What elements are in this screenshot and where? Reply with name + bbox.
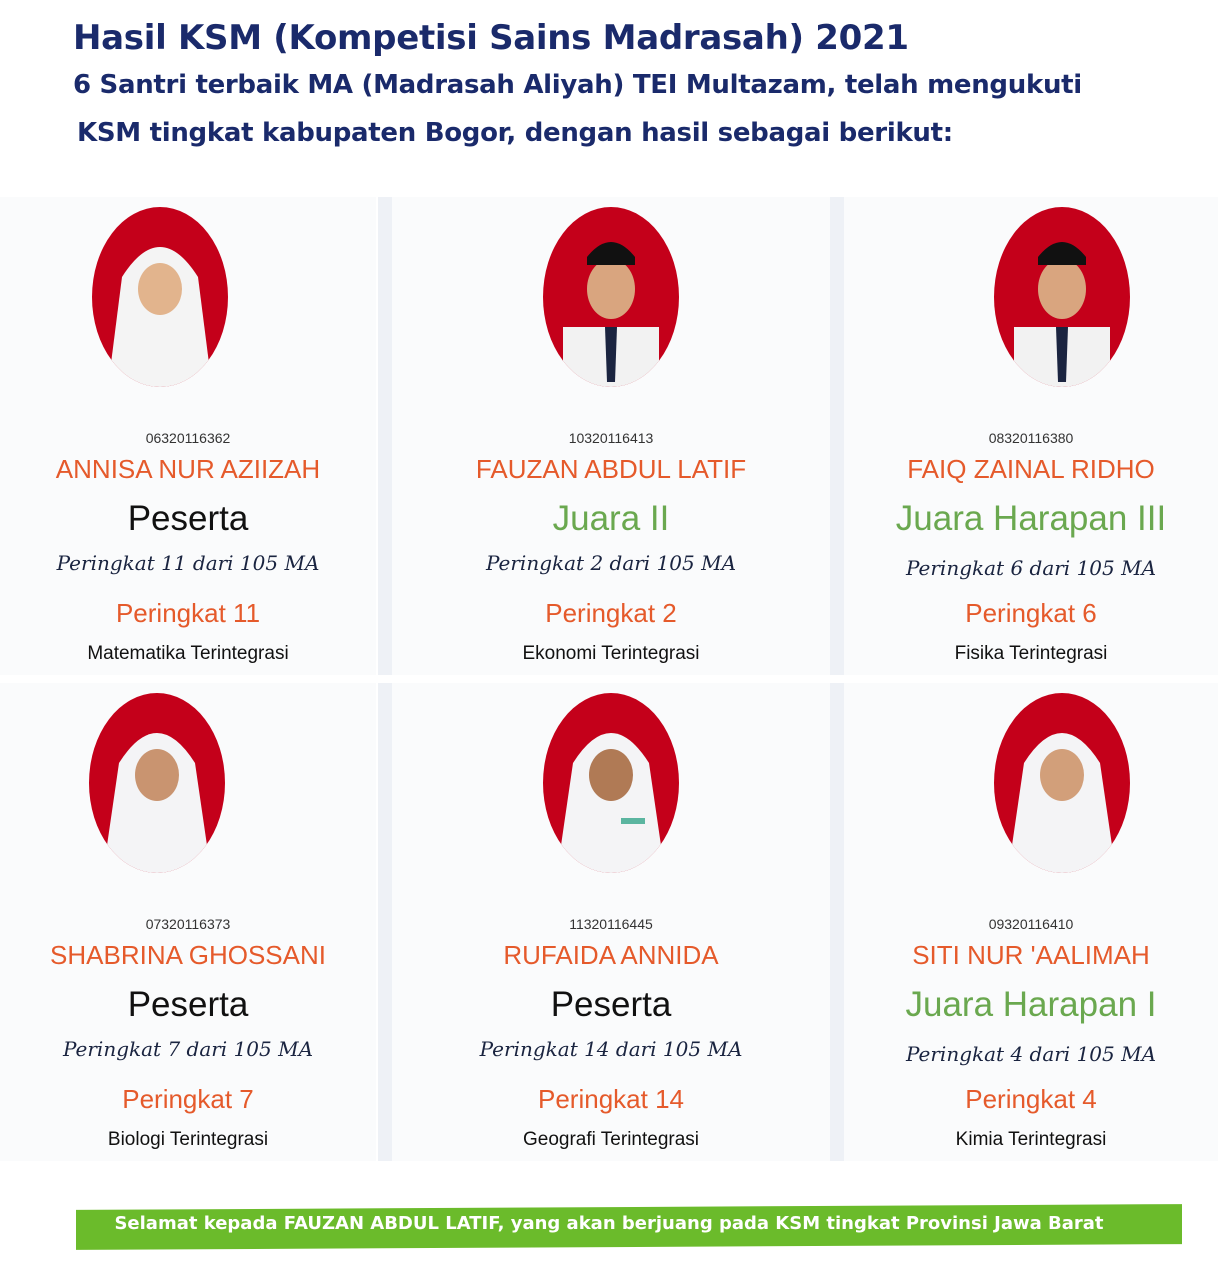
- column-divider: [830, 683, 844, 1161]
- student-card: [0, 197, 376, 675]
- student-nisn: 06320116362: [145, 430, 231, 446]
- student-result: Juara II: [552, 499, 670, 538]
- student-name: FAUZAN ABDUL LATIF: [475, 454, 747, 484]
- student-photo: [92, 207, 228, 387]
- student-grid: [0, 197, 1218, 1162]
- student-rank-text: Peringkat 7 dari 105 MA: [62, 1037, 314, 1061]
- column-divider: [378, 197, 392, 675]
- student-name: SHABRINA GHOSSANI: [50, 940, 326, 970]
- student-rank: Peringkat 7: [122, 1084, 254, 1114]
- student-photo: [994, 693, 1130, 873]
- student-nisn: 09320116410: [988, 916, 1074, 932]
- student-photo: [543, 693, 679, 873]
- student-rank: Peringkat 14: [538, 1084, 684, 1114]
- column-divider: [378, 683, 392, 1161]
- student-rank-text: Peringkat 14 dari 105 MA: [479, 1037, 743, 1061]
- student-rank: Peringkat 6: [965, 598, 1097, 628]
- subtitle-line-2: KSM tingkat kabupaten Bogor, dengan hasil sebagai berikut:: [77, 118, 953, 148]
- student-result: Juara Harapan III: [895, 499, 1167, 538]
- student-rank: Peringkat 4: [965, 1084, 1097, 1114]
- student-rank-text: Peringkat 11 dari 105 MA: [56, 551, 320, 575]
- student-subject: Kimia Terintegrasi: [955, 1129, 1107, 1150]
- student-name: ANNISA NUR AZIIZAH: [55, 454, 321, 484]
- student-card: [0, 683, 376, 1161]
- banner-text: Selamat kepada FAUZAN ABDUL LATIF, yang akan berjuang pada KSM tingkat Provinsi Jawa Barat: [114, 1213, 1104, 1234]
- student-subject: Biologi Terintegrasi: [107, 1129, 269, 1150]
- student-nisn: 07320116373: [145, 916, 231, 932]
- student-subject: Matematika Terintegrasi: [87, 643, 289, 664]
- student-result: Peserta: [550, 985, 672, 1024]
- student-name: FAIQ ZAINAL RIDHO: [907, 454, 1155, 484]
- student-subject: Ekonomi Terintegrasi: [522, 643, 700, 664]
- student-card: [392, 683, 830, 1161]
- student-photo: [89, 693, 225, 873]
- student-rank-text: Peringkat 4 dari 105 MA: [905, 1042, 1157, 1066]
- student-rank-text: Peringkat 2 dari 105 MA: [485, 551, 737, 575]
- student-subject: Geografi Terintegrasi: [522, 1129, 700, 1150]
- student-card: [844, 197, 1218, 675]
- student-card: [392, 197, 830, 675]
- column-divider: [830, 197, 844, 675]
- subtitle-line-1: 6 Santri terbaik MA (Madrasah Aliyah) TEI Multazam, telah mengukuti: [73, 70, 1082, 100]
- student-rank: Peringkat 2: [545, 598, 677, 628]
- student-rank-text: Peringkat 6 dari 105 MA: [905, 556, 1157, 580]
- student-nisn: 11320116445: [569, 916, 653, 932]
- student-name: SITI NUR 'AALIMAH: [912, 940, 1150, 970]
- student-result: Peserta: [127, 985, 249, 1024]
- student-photo: [994, 207, 1130, 387]
- student-name: RUFAIDA ANNIDA: [503, 940, 719, 970]
- student-card: [844, 683, 1218, 1161]
- student-result: Peserta: [127, 499, 249, 538]
- student-nisn: 10320116413: [568, 430, 654, 446]
- student-photo: [543, 207, 679, 387]
- student-rank: Peringkat 11: [115, 598, 261, 628]
- student-subject: Fisika Terintegrasi: [954, 643, 1108, 664]
- page-title: Hasil KSM (Kompetisi Sains Madrasah) 2021: [73, 18, 909, 58]
- student-result: Juara Harapan I: [905, 985, 1157, 1024]
- student-nisn: 08320116380: [988, 430, 1074, 446]
